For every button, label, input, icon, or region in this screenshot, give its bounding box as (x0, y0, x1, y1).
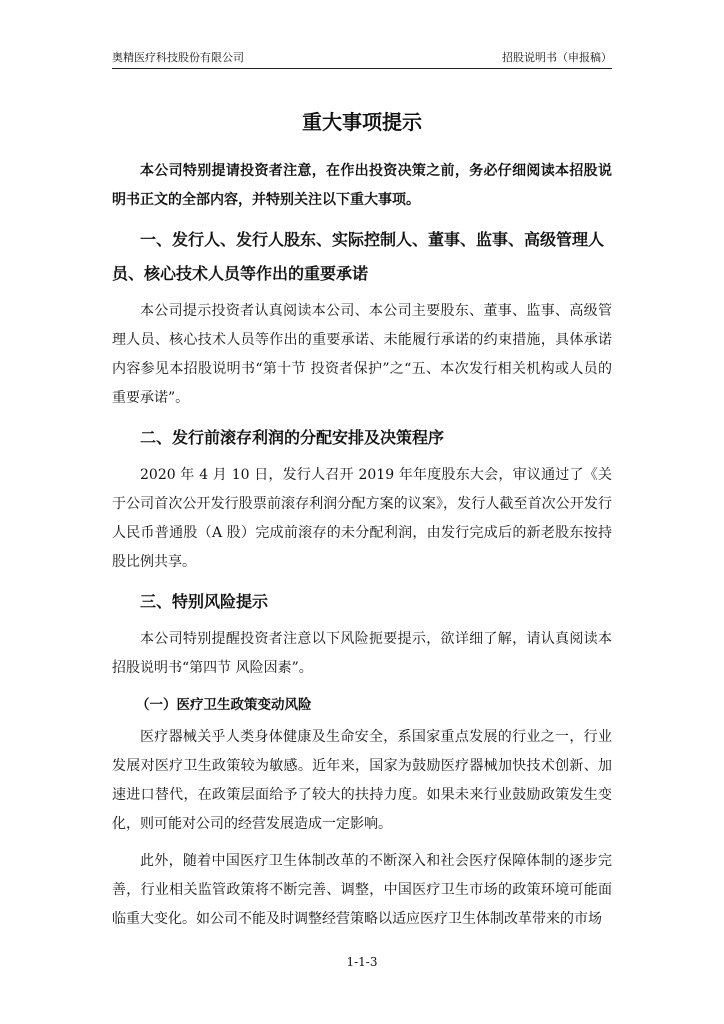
header-company: 奥精医疗科技股份有限公司 (112, 51, 244, 64)
section-2-body: 2020 年 4 月 10 日，发行人召开 2019 年年度股东大会，审议通过了《关于公司首次公开发行股票前滚存利润分配方案的议案》，发行人截至首次公开发行人民币普通股（A 股）完成前滚存的未分配利润，由发行完成后的新老股东按持股比例共享。 (112, 467, 612, 570)
section-1-body: 本公司提示投资者认真阅读本公司、本公司主要股东、董事、监事、高级管理人员、核心技术人员等作出的重要承诺、未能履行承诺的约束措施，具体承诺内容参见本招股说明书“第十节 投资者保护”之“五、本次发行相关机构或人员的重要承诺”。 (112, 303, 612, 406)
header-doc-type: 招股说明书（申报稿） (502, 51, 612, 64)
section-1-heading: 一、发行人、发行人股东、实际控制人、董事、监事、高级管理人员、核心技术人员等作出的重要承诺 (112, 230, 605, 283)
document-body (112, 157, 612, 942)
subsection-paragraph-1: 医疗器械关乎人类身体健康及生命安全，系国家重点发展的行业之一，行业发展对医疗卫生政策较为敏感。近年来，国家为鼓励医疗器械加快技术创新、加速进口替代，在政策层面给予了较大的扶持力度。如果未来行业鼓励政策发生变化，则可能对公司的经营发展造成一定影响。 (112, 729, 612, 832)
page-header (112, 50, 612, 69)
section-3-body: 本公司特别提醒投资者注意以下风险扼要提示，欲详细了解，请认真阅读本招股说明书“第四节 风险因素”。 (112, 631, 612, 676)
page-title: 重大事项提示 (302, 110, 422, 134)
subsection-paragraph-2: 此外，随着中国医疗卫生体制改革的不断深入和社会医疗保障体制的逐步完善，行业相关监管政策将不断完善、调整，中国医疗卫生市场的政策环境可能面临重大变化。如公司不能及时调整经营策略以适应医疗卫生体制改革带来的市场 (112, 853, 612, 927)
intro-paragraph: 本公司特别提请投资者注意，在作出投资决策之前，务必仔细阅读本招股说明书正文的全部内容，并特别关注以下重大事项。 (112, 163, 612, 208)
section-2-heading: 二、发行前滚存利润的分配安排及决策程序 (140, 428, 445, 447)
subsection-heading: （一）医疗卫生政策变动风险 (136, 697, 312, 713)
page-number: 1-1-3 (346, 955, 378, 969)
section-3-heading: 三、特别风险提示 (140, 592, 269, 611)
